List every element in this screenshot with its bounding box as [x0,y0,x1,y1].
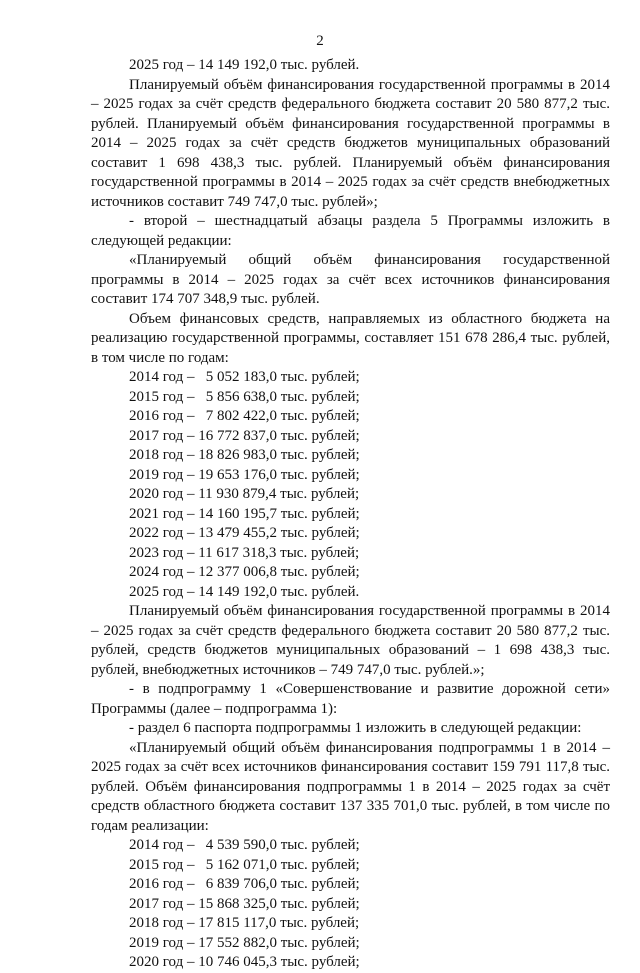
year-line: 2017 год – 16 772 837,0 тыс. рублей; [129,427,360,444]
year-line: 2018 год – 17 815 117,0 тыс. рублей; [129,915,360,931]
year-line: 2016 год – 6 839 706,0 тыс. рублей; [129,876,360,892]
year-line: 2015 год – 5 856 638,0 тыс. рублей; [129,388,360,405]
paragraph: - в подпрограмму 1 «Совершенствование и развитие дорожной сети» Программы (далее – подпрограмма 1): [91,681,610,717]
year-line: 2018 год – 18 826 983,0 тыс. рублей; [129,447,360,463]
page-number: 2 [316,33,324,49]
year-line: 2019 год – 19 653 176,0 тыс. рублей; [129,466,360,483]
year-line: 2024 год – 12 377 006,8 тыс. рублей; [129,564,360,580]
year-line: 2014 год – 4 539 590,0 тыс. рублей; [129,837,360,853]
year-line: 2017 год – 15 868 325,0 тыс. рублей; [129,895,360,912]
paragraph: «Планируемый общий объём финансирования подпрограммы 1 в 2014 – 2025 годах за счёт всех источников финансирования составит 159 791 117,8 тыс. рублей. Объём финансирования подпрограммы 1 в 2014 – 2025 годах за счёт средств областного бюджета составит 137 335 701,0 тыс. рублей, в том числе по годам реализации: [91,739,610,834]
year-line: 2025 год – 14 149 192,0 тыс. рублей. [129,583,360,600]
year-line: 2021 год – 14 160 195,7 тыс. рублей; [129,505,360,522]
year-line: 2022 год – 13 479 455,2 тыс. рублей; [129,525,360,541]
year-line: 2015 год – 5 162 071,0 тыс. рублей; [129,856,360,873]
paragraph: «Планируемый общий объём финансирования государственной программы в 2014 – 2025 годах за счёт всех источников финансирования составит 174 707 348,9 тыс. рублей. [91,252,610,307]
paragraph: Планируемый объём финансирования государственной программы в 2014 – 2025 годах за счёт средств федерального бюджета составит 20 580 877,2 тыс. рублей. Планируемый объём финансирования государственной программы в 2014 – 2025 годах за счёт средств бюджетов муниципальных образований составит 1 698 438,3 тыс. рублей. Планируемый объём финансирования государственной программы в 2014 – 2025 годах за счёт средств внебюджетных источников составит 749 747,0 тыс. рублей»; [91,76,610,210]
paragraph: Объем финансовых средств, направляемых из областного бюджета на реализацию государственной программы, составляет 151 678 286,4 тыс. рублей, в том числе по годам: [91,310,610,366]
paragraph: - раздел 6 паспорта подпрограммы 1 изложить в следующей редакции: [129,720,582,736]
year-line: 2019 год – 17 552 882,0 тыс. рублей; [129,934,360,951]
paragraph: - второй – шестнадцатый абзацы раздела 5 Программы изложить в следующей редакции: [91,213,610,249]
document-body [91,56,610,973]
year-line: 2020 год – 10 746 045,3 тыс. рублей; [129,954,360,970]
year-line: 2023 год – 11 617 318,3 тыс. рублей; [129,544,360,561]
year-line: 2014 год – 5 052 183,0 тыс. рублей; [129,369,360,385]
year-line: 2020 год – 11 930 879,4 тыс. рублей; [129,486,360,502]
paragraph: Планируемый объём финансирования государственной программы в 2014 – 2025 годах за счёт средств федерального бюджета составит 20 580 877,2 тыс. рублей, средств бюджетов муниципальных образований – 1 698 438,3 тыс. рублей, внебюджетных источников – 749 747,0 тыс. рублей.»; [91,603,610,678]
paragraph: 2025 год – 14 149 192,0 тыс. рублей. [129,57,360,73]
year-line: 2016 год – 7 802 422,0 тыс. рублей; [129,408,360,424]
